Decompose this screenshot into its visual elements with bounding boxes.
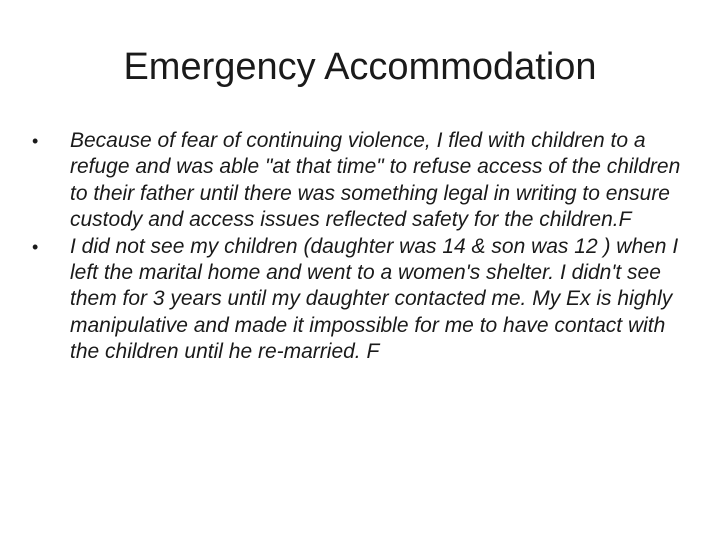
bullet-item-2 [30,234,700,366]
bullet-text: Because of fear of continuing violence, I fled with children to a refuge and was able "at that time" to refuse access of the children to their father until there was something legal in writing to ensure custody and access issues reflected safety for the children.F [70,129,681,232]
bullet-item-1 [30,128,700,234]
slide-title: Emergency Accommodation [123,46,597,88]
bullet-icon: • [32,131,39,151]
bullet-text: I did not see my children (daughter was 14 & son was 12 ) when I left the marital home and went to a women's shelter. I didn't see them for 3 years until my daughter contacted me. My Ex is highly manipulative and made it impossible for me to have contact with the children until he re-married. F [70,234,679,364]
bullet-list [30,128,700,366]
bullet-icon: • [32,236,39,257]
